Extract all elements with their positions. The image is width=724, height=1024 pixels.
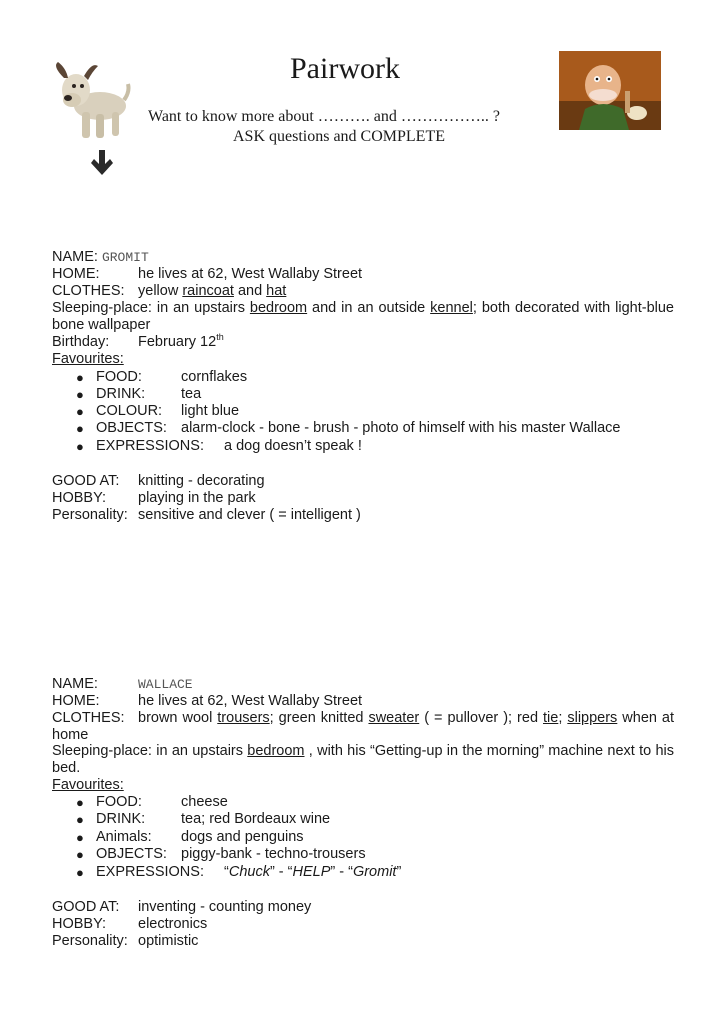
sleeping-text: in an upstairs: [151, 300, 250, 316]
list-item: [96, 811, 330, 828]
expr-word: Chuck: [228, 864, 270, 880]
personality-value: sensitive and clever ( = intelligent ): [138, 507, 361, 523]
bullet-icon: ●: [76, 387, 84, 402]
wallace-name-row: [52, 676, 193, 693]
clothes-word: trousers: [217, 710, 270, 726]
clothes-text: ( = pullover ); red: [419, 710, 543, 726]
gromit-birthday-row: [52, 334, 224, 351]
page-title: Pairwork: [290, 52, 400, 85]
sleeping-label: Sleeping-place:: [52, 743, 152, 759]
gromit-hobby-row: [52, 490, 256, 507]
personality-label: Personality:: [52, 507, 128, 523]
item-value: a dog doesn’t speak !: [224, 438, 362, 454]
wallace-clothes-row: [52, 710, 674, 744]
wallace-favourites-heading: [52, 777, 124, 794]
favourites-label: Favourites:: [52, 777, 124, 793]
item-value: dogs and penguins: [181, 829, 304, 845]
item-label: OBJECTS:: [96, 846, 167, 862]
item-value: tea: [181, 386, 202, 402]
birthday-suffix: th: [216, 332, 224, 342]
gromit-personality-row: [52, 507, 361, 524]
bullet-icon: ●: [76, 812, 84, 827]
wallace-sleeping-row: [52, 743, 674, 777]
good-at-value: knitting - decorating: [138, 473, 265, 489]
bullet-icon: ●: [76, 439, 84, 454]
clothes-word: raincoat: [182, 283, 234, 299]
clothes-text: and: [233, 283, 267, 299]
gromit-home-row: [52, 266, 362, 283]
wallace-good-at-row: [52, 899, 311, 916]
expr-word: HELP: [292, 864, 331, 880]
item-value: alarm-clock - bone - brush - photo of himself with his master Wallace: [181, 420, 621, 436]
list-item: [96, 829, 304, 846]
sleeping-word: kennel: [430, 300, 473, 316]
clothes-text: yellow: [138, 283, 183, 299]
list-item: [96, 369, 247, 386]
wallace-personality-row: [52, 933, 198, 950]
item-label: FOOD:: [96, 369, 142, 385]
list-item: [96, 794, 228, 811]
sleeping-text: ; both decorated with light-blue bone wallpaper: [52, 300, 674, 333]
name-label: NAME:: [52, 676, 98, 692]
birthday-value: February 12: [138, 334, 217, 350]
gromit-clothes-row: [52, 283, 286, 300]
item-value: cornflakes: [181, 369, 248, 385]
hobby-value: playing in the park: [138, 490, 256, 506]
good-at-label: GOOD AT:: [52, 899, 120, 915]
clothes-word: hat: [266, 283, 287, 299]
item-label: Animals:: [96, 829, 152, 845]
item-value: tea; red Bordeaux wine: [181, 811, 331, 827]
home-label: HOME:: [52, 266, 100, 282]
expr-quote: ”: [396, 864, 402, 880]
list-item: [96, 864, 401, 881]
personality-value: optimistic: [138, 933, 199, 949]
bullet-icon: ●: [76, 865, 84, 880]
gromit-sleeping-row: [52, 300, 674, 334]
bullet-icon: ●: [76, 421, 84, 436]
clothes-text: brown wool: [138, 710, 218, 726]
clothes-text: ;: [558, 710, 568, 726]
item-label: EXPRESSIONS:: [96, 864, 204, 880]
clothes-word: sweater: [368, 710, 420, 726]
name-value: WALLACE: [138, 677, 193, 692]
gromit-good-at-row: [52, 473, 265, 490]
expr-quote: ” - “: [330, 864, 353, 880]
hobby-label: HOBBY:: [52, 916, 106, 932]
wallace-hobby-row: [52, 916, 207, 933]
personality-label: Personality:: [52, 933, 128, 949]
good-at-label: GOOD AT:: [52, 473, 120, 489]
gromit-name-row: [52, 249, 149, 266]
bullet-icon: ●: [76, 830, 84, 845]
name-label: NAME:: [52, 249, 98, 265]
item-value: light blue: [181, 403, 240, 419]
clothes-word: tie: [543, 710, 559, 726]
home-value: he lives at 62, West Wallaby Street: [138, 266, 363, 282]
item-label: OBJECTS:: [96, 420, 167, 436]
home-label: HOME:: [52, 693, 100, 709]
item-label: DRINK:: [96, 811, 146, 827]
bullet-icon: ●: [76, 370, 84, 385]
item-label: DRINK:: [96, 386, 146, 402]
list-item: [96, 438, 362, 455]
wallace-home-row: [52, 693, 362, 710]
clothes-label: CLOTHES:: [52, 710, 125, 726]
list-item: [96, 386, 201, 403]
clothes-word: slippers: [567, 710, 618, 726]
favourites-label: Favourites:: [52, 351, 124, 367]
item-label: COLOUR:: [96, 403, 163, 419]
item-label: FOOD:: [96, 794, 142, 810]
home-value: he lives at 62, West Wallaby Street: [138, 693, 363, 709]
name-value: GROMIT: [101, 250, 149, 265]
sleeping-text: , with his “Getting-up in the morning” machine next to his bed.: [52, 743, 674, 776]
clothes-label: CLOTHES:: [52, 283, 125, 299]
arrow-down-icon: [91, 150, 113, 176]
item-value: piggy-bank - techno-trousers: [181, 846, 366, 862]
list-item: [96, 846, 366, 863]
good-at-value: inventing - counting money: [138, 899, 312, 915]
list-item: [96, 420, 620, 437]
item-label: EXPRESSIONS:: [96, 438, 204, 454]
bullet-icon: ●: [76, 404, 84, 419]
clothes-text: ; green knitted: [269, 710, 369, 726]
item-value: cheese: [181, 794, 228, 810]
intro-text: Want to know more about ………. and …………….. ?: [148, 108, 500, 125]
hobby-label: HOBBY:: [52, 490, 106, 506]
sleeping-text: and in an outside: [307, 300, 431, 316]
clothes-text: when at home: [52, 710, 675, 743]
expr-quote: “: [224, 864, 229, 880]
bullet-icon: ●: [76, 795, 84, 810]
sleeping-word: bedroom: [249, 300, 308, 316]
expr-quote: ” - “: [269, 864, 293, 880]
instruction-text: ASK questions and COMPLETE: [233, 128, 445, 145]
list-item: [96, 403, 239, 420]
hobby-value: electronics: [138, 916, 208, 932]
birthday-label: Birthday:: [52, 334, 110, 350]
expr-word: Gromit: [352, 864, 397, 880]
sleeping-label: Sleeping-place:: [52, 300, 152, 316]
bullet-icon: ●: [76, 847, 84, 862]
sleeping-text: in an upstairs: [151, 743, 248, 759]
sleeping-word: bedroom: [247, 743, 305, 759]
gromit-favourites-heading: [52, 351, 124, 368]
